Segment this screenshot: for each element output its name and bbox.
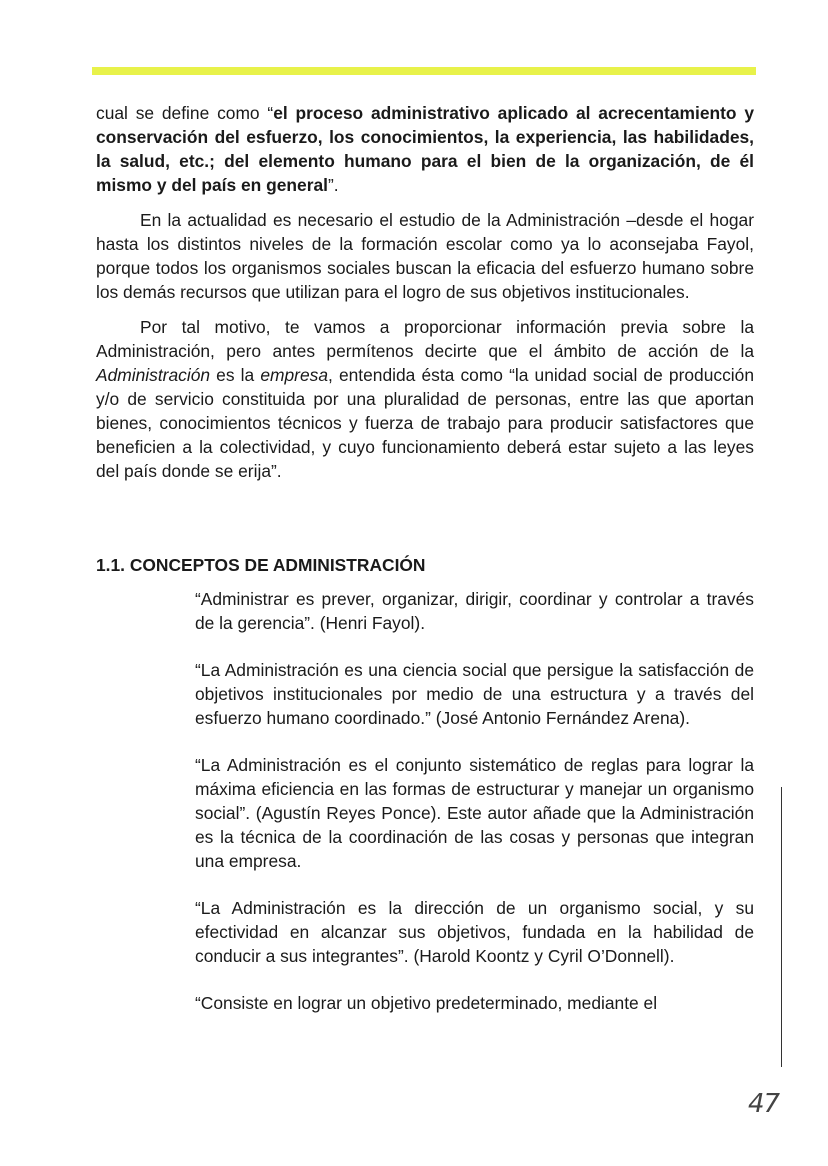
side-margin-rule xyxy=(781,787,782,1067)
paragraph-3-text-3: , entendida ésta como “la unidad social de producción y/o de servicio constituida por una pluralidad de personas, entre las que aportan bienes, conocimientos técnicos y fuerza de trabajo para producir satisfactores que beneficien a la colectividad, y cuyo funcionamiento deberá estar sujeto a las leyes del país donde se erija”. xyxy=(96,365,754,481)
paragraph-3 xyxy=(96,315,754,483)
page-body xyxy=(96,101,754,1015)
quote-koontz-odonnell: “La Administración es la dirección de un organismo social, y su efectividad en alcanzar sus objetivos, fundada en la habilidad de conducir a sus integrantes”. (Harold Koontz y Cyril O’Donnell). xyxy=(195,898,754,966)
top-accent-bar xyxy=(92,67,756,75)
paragraph-2: En la actualidad es necesario el estudio de la Administración –desde el hogar hasta los distintos niveles de la formación escolar como ya lo aconsejaba Fayol, porque todos los organismos sociales buscan la eficacia del esfuerzo humano sobre los demás recursos que utilizan para el logro de sus objetivos institucionales. xyxy=(96,210,754,302)
intro-paragraph xyxy=(96,101,754,197)
section-heading: 1.1. CONCEPTOS DE ADMINISTRACIÓN xyxy=(96,555,426,575)
paragraph-3-italic-empresa: empresa xyxy=(260,365,328,385)
intro-text-end: ”. xyxy=(327,175,339,195)
paragraph-3-text-2: es la xyxy=(210,365,261,385)
quote-fernandez-arena: “La Administración es una ciencia social que persigue la satisfacción de objetivos institucionales por medio de una estructura y a través del esfuerzo humano coordinado.” (José Antonio Fernández Arena). xyxy=(195,660,754,728)
paragraph-3-text-1: Por tal motivo, te vamos a proporcionar información previa sobre la Administración, pero antes permítenos decirte que el ámbito de acción de la xyxy=(96,317,754,361)
paragraph-3-italic-administracion: Administración xyxy=(96,365,211,385)
quote-reyes-ponce: “La Administración es el conjunto sistemático de reglas para lograr la máxima eficiencia en las formas de estructurar y manejar un organismo social”. (Agustín Reyes Ponce). Este autor añade que la Administración es la técnica de la coordinación de las cosas y personas que integran una empresa. xyxy=(195,755,754,871)
intro-bold-definition: el proceso administrativo aplicado al acrecentamiento y conservación del esfuerzo, los conocimientos, la experiencia, las habilidades, la salud, etc.; del elemento humano para el bien de la organización, de él mismo y del país en general xyxy=(96,103,755,195)
intro-text-start: cual se define como “ xyxy=(96,103,274,123)
quote-partial: “Consiste en lograr un objetivo predeterminado, mediante el xyxy=(195,993,658,1013)
quote-fayol: “Administrar es prever, organizar, dirigir, coordinar y controlar a través de la gerencia”. (Henri Fayol). xyxy=(195,589,754,633)
page-number: 47 xyxy=(748,1089,780,1119)
